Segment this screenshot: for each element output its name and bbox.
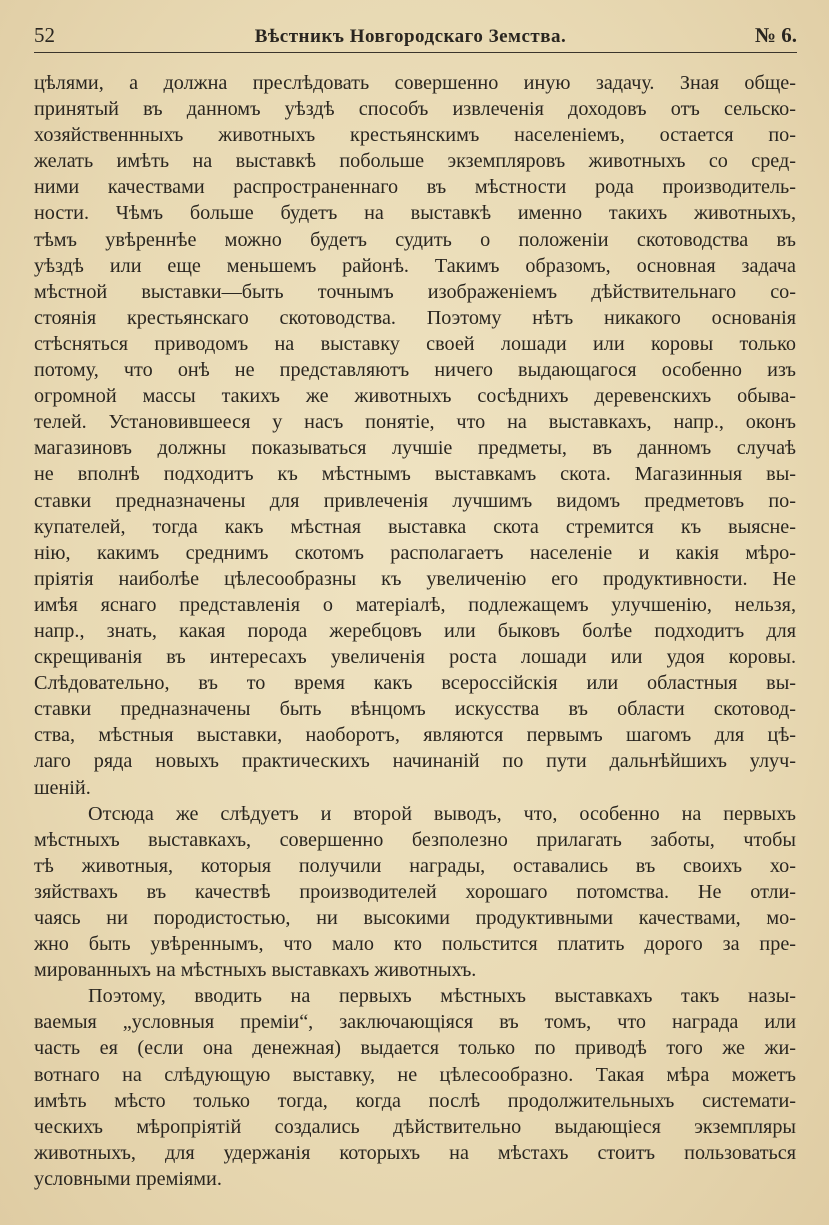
text-line: ставки предназначены быть вѣнцомъ искусства въ области скотовод- bbox=[34, 698, 796, 721]
text-line: условными преміями. bbox=[34, 1167, 222, 1190]
text-line: ними качествами распространеннаго въ мѣстности рода производитель- bbox=[34, 176, 796, 199]
text-line: хозяйственнныхъ животныхъ крестьянскимъ населеніемъ, остается по- bbox=[34, 124, 796, 147]
text-line: стоянія крестьянскаго скотоводства. Поэтому нѣтъ никакого основанія bbox=[34, 306, 796, 329]
text-line: вотнаго на слѣдующую выставку, не цѣлесообразно. Такая мѣра можетъ bbox=[34, 1063, 796, 1086]
body-text bbox=[34, 70, 796, 1192]
text-line: Отсюда же слѣдуетъ и второй выводъ, что, особенно на первыхъ bbox=[88, 802, 796, 825]
issue-number: № 6. bbox=[754, 23, 797, 47]
text-line: скрещиванія въ интересахъ увеличенія роста лошади или удоя коровы. bbox=[34, 646, 796, 669]
text-line: стѣсняться приводомъ на выставку своей лошади или коровы только bbox=[34, 332, 796, 355]
text-line: принятый въ данномъ уѣздѣ способъ извлеченія доходовъ отъ сельско- bbox=[34, 98, 796, 121]
text-line: имѣть мѣсто только тогда, когда послѣ продолжительныхъ системати- bbox=[34, 1089, 796, 1112]
text-line: огромной массы такихъ же животныхъ сосѣднихъ деревенскихъ обыва- bbox=[34, 385, 796, 408]
text-line: ваемыя „условныя преміи“, заключающіяся въ томъ, что награда или bbox=[34, 1011, 796, 1034]
text-line: тѣмъ увѣреннѣе можно будетъ судить о положеніи скотоводства въ bbox=[34, 228, 796, 251]
text-line: ставки предназначены для привлеченія лучшимъ видомъ предметовъ по- bbox=[34, 489, 796, 512]
text-line: цѣлями, а должна преслѣдовать совершенно иную задачу. Зная обще- bbox=[34, 72, 796, 94]
text-line: имѣя яснаго представленія о матеріалѣ, подлежащемъ улучшенію, нельзя, bbox=[34, 593, 796, 616]
text-line: жно быть увѣреннымъ, что мало кто польстится платить дорого за пре- bbox=[34, 933, 796, 956]
text-line: мѣстной выставки—быть точнымъ изображеніемъ дѣйствительнаго со- bbox=[34, 280, 796, 303]
page-number: 52 bbox=[34, 23, 55, 47]
text-line: уѣздѣ или еще меньшемъ районѣ. Такимъ образомъ, основная задача bbox=[34, 254, 796, 277]
text-line: лаго ряда новыхъ практическихъ начинаній по пути дальнѣйшихъ улуч- bbox=[34, 750, 796, 773]
text-line: желать имѣть на выставкѣ побольше экземпляровъ животныхъ со сред- bbox=[34, 150, 796, 173]
text-line: ности. Чѣмъ больше будетъ на выставкѣ именно такихъ животныхъ, bbox=[34, 202, 796, 225]
text-line: часть ея (если она денежная) выдается только по приводѣ того же жи- bbox=[34, 1037, 796, 1060]
text-line: нію, какимъ среднимъ скотомъ располагаетъ населеніе и какія мѣро- bbox=[34, 541, 796, 564]
paragraph bbox=[34, 801, 796, 984]
text-line: купателей, тогда какъ мѣстная выставка скота стремится къ выясне- bbox=[34, 515, 796, 538]
text-line: животныхъ, для удержанія которыхъ на мѣстахъ стоитъ пользоваться bbox=[34, 1141, 796, 1164]
text-line: чаясь ни породистостью, ни высокими продуктивными качествами, мо- bbox=[34, 907, 796, 929]
text-line: напр., знать, какая порода жеребцовъ или быковъ болѣе подходитъ для bbox=[34, 619, 796, 642]
header-rule bbox=[34, 52, 797, 53]
journal-title: Вѣстникъ Новгородскаго Земства. bbox=[254, 26, 567, 47]
text-line: телей. Установившееся у насъ понятіе, что на выставкахъ, напр., оконъ bbox=[34, 411, 796, 434]
text-line: магазиновъ должны показываться лучшіе предметы, въ данномъ случаѣ bbox=[34, 437, 796, 460]
text-line: ческихъ мѣропріятій создались дѣйствительно выдающіеся экземпляры bbox=[34, 1115, 796, 1138]
text-line: зяйствахъ въ качествѣ производителей хорошаго потомства. Не отли- bbox=[34, 880, 796, 903]
text-line: не вполнѣ подходитъ къ мѣстнымъ выставкамъ скота. Магазинныя вы- bbox=[34, 463, 796, 486]
text-line: мѣстныхъ выставкахъ, совершенно безполезно прилагать заботы, чтобы bbox=[34, 828, 796, 851]
text-line: мированныхъ на мѣстныхъ выставкахъ животныхъ. bbox=[34, 959, 477, 982]
text-line: Поэтому, вводить на первыхъ мѣстныхъ выставкахъ такъ назы- bbox=[88, 985, 796, 1008]
paragraph bbox=[34, 70, 796, 801]
text-line: шеній. bbox=[34, 776, 91, 799]
text-line: Слѣдовательно, въ то время какъ всероссійскія или областныя вы- bbox=[34, 672, 796, 695]
running-header bbox=[34, 18, 797, 48]
text-line: потому, что онѣ не представляютъ ничего выдающагося особенно изъ bbox=[34, 359, 796, 382]
paragraph bbox=[34, 983, 796, 1192]
text-line: ства, мѣстныя выставки, наоборотъ, являются первымъ шагомъ для цѣ- bbox=[34, 724, 796, 747]
text-line: пріятія наиболѣе цѣлесообразны къ увеличенію его продуктивности. Не bbox=[34, 567, 796, 590]
text-line: тѣ животныя, которыя получили награды, оставались въ своихъ хо- bbox=[34, 854, 796, 877]
